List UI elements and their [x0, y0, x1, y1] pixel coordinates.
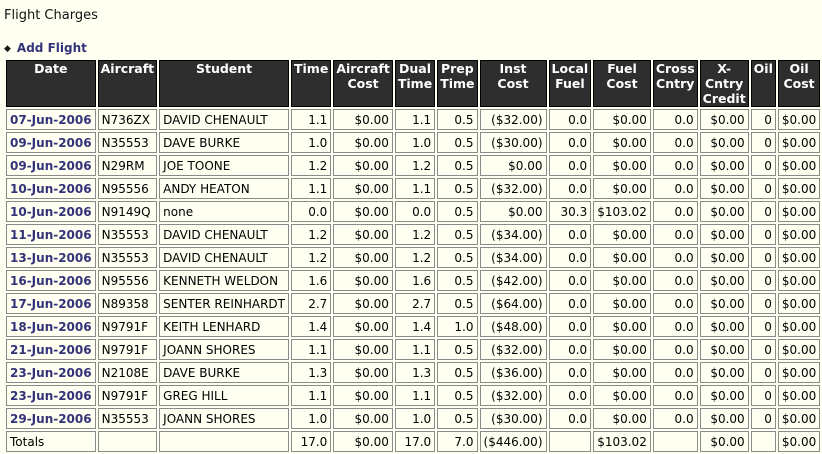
cell-date [6, 385, 96, 406]
totals-local-fuel [549, 431, 592, 452]
table-row [6, 178, 820, 199]
cell-aircraft-cost: $0.00 [333, 109, 393, 130]
cell-oil-cost: $0.00 [778, 408, 820, 429]
cell-date [6, 109, 96, 130]
cell-date [6, 247, 96, 268]
cell-time: 1.0 [291, 408, 331, 429]
cell-xcntry-credit: $0.00 [700, 178, 749, 199]
date-link[interactable]: 11-Jun-2006 [10, 227, 92, 242]
totals-time: 17.0 [291, 431, 331, 452]
cell-prep-time: 0.5 [437, 408, 477, 429]
cell-date [6, 339, 96, 360]
cell-aircraft: N95556 [98, 178, 158, 199]
flight-charges-table [4, 58, 822, 454]
cell-prep-time: 1.0 [437, 316, 477, 337]
cell-student: ANDY HEATON [159, 178, 289, 199]
cell-student: DAVID CHENAULT [159, 109, 289, 130]
cell-time: 1.3 [291, 362, 331, 383]
cell-aircraft: N95556 [98, 270, 158, 291]
cell-oil-cost: $0.00 [778, 293, 820, 314]
cell-oil: 0 [751, 224, 776, 245]
cell-xcntry-credit: $0.00 [700, 201, 749, 222]
cell-aircraft: N9149Q [98, 201, 158, 222]
cell-date [6, 293, 96, 314]
cell-fuel-cost: $0.00 [593, 408, 651, 429]
cell-xcntry-credit: $0.00 [700, 408, 749, 429]
cell-dual-time: 1.3 [395, 362, 435, 383]
table-row [6, 201, 820, 222]
cell-prep-time: 0.5 [437, 339, 477, 360]
cell-aircraft-cost: $0.00 [333, 178, 393, 199]
cell-oil-cost: $0.00 [778, 224, 820, 245]
totals-dual-time: 17.0 [395, 431, 435, 452]
col-oil-cost-header: Oil Cost [778, 60, 820, 107]
cell-inst-cost: ($48.00) [480, 316, 547, 337]
cell-fuel-cost: $0.00 [593, 109, 651, 130]
cell-oil: 0 [751, 408, 776, 429]
col-prep-time-header: Prep Time [437, 60, 477, 107]
cell-inst-cost: ($42.00) [480, 270, 547, 291]
cell-prep-time: 0.5 [437, 247, 477, 268]
cell-inst-cost: ($34.00) [480, 224, 547, 245]
cell-fuel-cost: $103.02 [593, 201, 651, 222]
cell-oil: 0 [751, 201, 776, 222]
cell-time: 1.1 [291, 339, 331, 360]
cell-xcntry-credit: $0.00 [700, 293, 749, 314]
totals-prep-time: 7.0 [437, 431, 477, 452]
cell-oil-cost: $0.00 [778, 385, 820, 406]
cell-aircraft-cost: $0.00 [333, 293, 393, 314]
cell-xcntry-credit: $0.00 [700, 270, 749, 291]
cell-oil: 0 [751, 293, 776, 314]
cell-fuel-cost: $0.00 [593, 155, 651, 176]
cell-xcntry-credit: $0.00 [700, 155, 749, 176]
cell-oil: 0 [751, 178, 776, 199]
cell-oil: 0 [751, 132, 776, 153]
cell-cross-cntry: 0.0 [653, 247, 698, 268]
diamond-bullet-icon: ◆ [4, 44, 11, 54]
totals-label: Totals [6, 431, 96, 452]
cell-fuel-cost: $0.00 [593, 385, 651, 406]
date-link[interactable]: 23-Jun-2006 [10, 365, 92, 380]
cell-oil-cost: $0.00 [778, 339, 820, 360]
table-row [6, 362, 820, 383]
cell-inst-cost: ($32.00) [480, 109, 547, 130]
cell-aircraft-cost: $0.00 [333, 362, 393, 383]
cell-local-fuel: 0.0 [549, 270, 592, 291]
date-link[interactable]: 21-Jun-2006 [10, 342, 92, 357]
table-row [6, 293, 820, 314]
cell-aircraft: N29RM [98, 155, 158, 176]
cell-oil-cost: $0.00 [778, 155, 820, 176]
cell-student: KENNETH WELDON [159, 270, 289, 291]
cell-local-fuel: 30.3 [549, 201, 592, 222]
cell-oil: 0 [751, 385, 776, 406]
table-row [6, 247, 820, 268]
cell-xcntry-credit: $0.00 [700, 339, 749, 360]
cell-aircraft: N35553 [98, 247, 158, 268]
cell-date [6, 270, 96, 291]
cell-inst-cost: $0.00 [480, 155, 547, 176]
cell-local-fuel: 0.0 [549, 109, 592, 130]
cell-aircraft: N35553 [98, 408, 158, 429]
totals-inst-cost: ($446.00) [480, 431, 547, 452]
table-row [6, 109, 820, 130]
cell-fuel-cost: $0.00 [593, 247, 651, 268]
cell-inst-cost: ($30.00) [480, 408, 547, 429]
cell-aircraft: N89358 [98, 293, 158, 314]
date-link[interactable]: 13-Jun-2006 [10, 250, 92, 265]
cell-cross-cntry: 0.0 [653, 270, 698, 291]
cell-fuel-cost: $0.00 [593, 362, 651, 383]
cell-oil-cost: $0.00 [778, 178, 820, 199]
col-cross-cntry-header: Cross Cntry [653, 60, 698, 107]
cell-inst-cost: ($64.00) [480, 293, 547, 314]
cell-oil: 0 [751, 362, 776, 383]
cell-aircraft: N9791F [98, 385, 158, 406]
cell-date [6, 316, 96, 337]
col-time-header: Time [291, 60, 331, 107]
cell-date [6, 132, 96, 153]
cell-xcntry-credit: $0.00 [700, 362, 749, 383]
cell-aircraft: N35553 [98, 132, 158, 153]
cell-aircraft-cost: $0.00 [333, 408, 393, 429]
cell-prep-time: 0.5 [437, 201, 477, 222]
col-aircraft-cost-header: Aircraft Cost [333, 60, 393, 107]
cell-oil-cost: $0.00 [778, 132, 820, 153]
cell-date [6, 362, 96, 383]
date-link[interactable]: 29-Jun-2006 [10, 411, 92, 426]
cell-dual-time: 1.0 [395, 132, 435, 153]
cell-student: DAVE BURKE [159, 132, 289, 153]
cell-prep-time: 0.5 [437, 178, 477, 199]
cell-date [6, 201, 96, 222]
date-link[interactable]: 10-Jun-2006 [10, 181, 92, 196]
cell-local-fuel: 0.0 [549, 385, 592, 406]
cell-prep-time: 0.5 [437, 270, 477, 291]
cell-oil-cost: $0.00 [778, 201, 820, 222]
cell-inst-cost: ($36.00) [480, 362, 547, 383]
cell-local-fuel: 0.0 [549, 408, 592, 429]
cell-student: GREG HILL [159, 385, 289, 406]
cell-cross-cntry: 0.0 [653, 408, 698, 429]
cell-time: 1.0 [291, 132, 331, 153]
cell-fuel-cost: $0.00 [593, 316, 651, 337]
cell-cross-cntry: 0.0 [653, 362, 698, 383]
cell-time: 2.7 [291, 293, 331, 314]
cell-oil: 0 [751, 270, 776, 291]
cell-xcntry-credit: $0.00 [700, 224, 749, 245]
cell-aircraft-cost: $0.00 [333, 224, 393, 245]
date-link[interactable]: 10-Jun-2006 [10, 204, 92, 219]
col-xcntry-credit-header: X-Cntry Credit [700, 60, 749, 107]
table-row [6, 155, 820, 176]
cell-xcntry-credit: $0.00 [700, 109, 749, 130]
date-link[interactable]: 16-Jun-2006 [10, 273, 92, 288]
totals-oil-cost: $0.00 [778, 431, 820, 452]
cell-aircraft-cost: $0.00 [333, 316, 393, 337]
cell-fuel-cost: $0.00 [593, 339, 651, 360]
cell-date [6, 155, 96, 176]
cell-local-fuel: 0.0 [549, 316, 592, 337]
cell-oil: 0 [751, 155, 776, 176]
totals-fuel-cost: $103.02 [593, 431, 651, 452]
cell-aircraft: N35553 [98, 224, 158, 245]
cell-dual-time: 1.1 [395, 339, 435, 360]
totals-cell [159, 431, 289, 452]
table-body [6, 109, 820, 429]
cell-date [6, 178, 96, 199]
cell-xcntry-credit: $0.00 [700, 316, 749, 337]
cell-xcntry-credit: $0.00 [700, 247, 749, 268]
totals-oil [751, 431, 776, 452]
cell-date [6, 408, 96, 429]
cell-student: KEITH LENHARD [159, 316, 289, 337]
table-header-row [6, 60, 820, 107]
cell-inst-cost: $0.00 [480, 201, 547, 222]
cell-student: DAVE BURKE [159, 362, 289, 383]
cell-inst-cost: ($32.00) [480, 385, 547, 406]
cell-dual-time: 1.6 [395, 270, 435, 291]
cell-student: none [159, 201, 289, 222]
cell-oil: 0 [751, 316, 776, 337]
cell-aircraft-cost: $0.00 [333, 385, 393, 406]
cell-time: 1.2 [291, 247, 331, 268]
cell-dual-time: 1.1 [395, 109, 435, 130]
cell-cross-cntry: 0.0 [653, 178, 698, 199]
cell-cross-cntry: 0.0 [653, 109, 698, 130]
page-title: Flight Charges [4, 8, 98, 23]
cell-time: 1.2 [291, 155, 331, 176]
cell-cross-cntry: 0.0 [653, 316, 698, 337]
table-row [6, 316, 820, 337]
cell-cross-cntry: 0.0 [653, 155, 698, 176]
cell-student: JOE TOONE [159, 155, 289, 176]
cell-aircraft-cost: $0.00 [333, 132, 393, 153]
cell-fuel-cost: $0.00 [593, 293, 651, 314]
cell-cross-cntry: 0.0 [653, 132, 698, 153]
cell-fuel-cost: $0.00 [593, 270, 651, 291]
cell-dual-time: 1.2 [395, 224, 435, 245]
col-student-header: Student [159, 60, 289, 107]
table-row [6, 132, 820, 153]
cell-cross-cntry: 0.0 [653, 293, 698, 314]
date-link[interactable]: 07-Jun-2006 [10, 112, 92, 127]
col-local-fuel-header: Local Fuel [549, 60, 592, 107]
table-row [6, 408, 820, 429]
cell-aircraft: N9791F [98, 339, 158, 360]
add-flight-link[interactable]: Add Flight [16, 41, 87, 55]
cell-dual-time: 1.2 [395, 247, 435, 268]
cell-aircraft-cost: $0.00 [333, 155, 393, 176]
col-inst-cost-header: Inst Cost [480, 60, 547, 107]
date-link[interactable]: 09-Jun-2006 [10, 135, 92, 150]
cell-inst-cost: ($32.00) [480, 178, 547, 199]
date-link[interactable]: 17-Jun-2006 [10, 296, 92, 311]
cell-local-fuel: 0.0 [549, 293, 592, 314]
cell-prep-time: 0.5 [437, 293, 477, 314]
cell-oil: 0 [751, 339, 776, 360]
cell-local-fuel: 0.0 [549, 224, 592, 245]
cell-local-fuel: 0.0 [549, 155, 592, 176]
col-date-header: Date [6, 60, 96, 107]
cell-dual-time: 2.7 [395, 293, 435, 314]
cell-fuel-cost: $0.00 [593, 132, 651, 153]
cell-aircraft-cost: $0.00 [333, 247, 393, 268]
cell-student: DAVID CHENAULT [159, 224, 289, 245]
totals-aircraft-cost: $0.00 [333, 431, 393, 452]
cell-oil: 0 [751, 109, 776, 130]
cell-time: 1.1 [291, 109, 331, 130]
cell-time: 1.4 [291, 316, 331, 337]
totals-xcntry-credit: $0.00 [700, 431, 749, 452]
cell-inst-cost: ($30.00) [480, 132, 547, 153]
cell-dual-time: 0.0 [395, 201, 435, 222]
cell-oil-cost: $0.00 [778, 247, 820, 268]
cell-date [6, 224, 96, 245]
cell-aircraft: N9791F [98, 316, 158, 337]
cell-cross-cntry: 0.0 [653, 201, 698, 222]
cell-oil-cost: $0.00 [778, 109, 820, 130]
cell-xcntry-credit: $0.00 [700, 132, 749, 153]
cell-student: JOANN SHORES [159, 339, 289, 360]
date-link[interactable]: 09-Jun-2006 [10, 158, 92, 173]
cell-prep-time: 0.5 [437, 155, 477, 176]
table-row [6, 339, 820, 360]
cell-dual-time: 1.2 [395, 155, 435, 176]
cell-cross-cntry: 0.0 [653, 385, 698, 406]
cell-student: JOANN SHORES [159, 408, 289, 429]
col-aircraft-header: Aircraft [98, 60, 158, 107]
cell-xcntry-credit: $0.00 [700, 385, 749, 406]
cell-oil-cost: $0.00 [778, 316, 820, 337]
cell-student: SENTER REINHARDT [159, 293, 289, 314]
cell-dual-time: 1.1 [395, 385, 435, 406]
cell-prep-time: 0.5 [437, 224, 477, 245]
date-link[interactable]: 18-Jun-2006 [10, 319, 92, 334]
cell-oil: 0 [751, 247, 776, 268]
cell-aircraft-cost: $0.00 [333, 270, 393, 291]
table-row [6, 270, 820, 291]
cell-prep-time: 0.5 [437, 362, 477, 383]
cell-time: 1.1 [291, 178, 331, 199]
totals-cross-cntry [653, 431, 698, 452]
cell-time: 0.0 [291, 201, 331, 222]
cell-fuel-cost: $0.00 [593, 224, 651, 245]
cell-time: 1.6 [291, 270, 331, 291]
col-dual-time-header: Dual Time [395, 60, 435, 107]
cell-local-fuel: 0.0 [549, 132, 592, 153]
col-oil-header: Oil [751, 60, 776, 107]
cell-prep-time: 0.5 [437, 132, 477, 153]
cell-aircraft: N736ZX [98, 109, 158, 130]
cell-time: 1.1 [291, 385, 331, 406]
cell-prep-time: 0.5 [437, 109, 477, 130]
cell-dual-time: 1.4 [395, 316, 435, 337]
cell-local-fuel: 0.0 [549, 339, 592, 360]
cell-fuel-cost: $0.00 [593, 178, 651, 199]
cell-inst-cost: ($34.00) [480, 247, 547, 268]
cell-cross-cntry: 0.0 [653, 224, 698, 245]
table-row [6, 385, 820, 406]
cell-cross-cntry: 0.0 [653, 339, 698, 360]
totals-cell [98, 431, 158, 452]
cell-inst-cost: ($32.00) [480, 339, 547, 360]
col-fuel-cost-header: Fuel Cost [593, 60, 651, 107]
cell-student: DAVID CHENAULT [159, 247, 289, 268]
cell-local-fuel: 0.0 [549, 247, 592, 268]
cell-dual-time: 1.0 [395, 408, 435, 429]
cell-oil-cost: $0.00 [778, 270, 820, 291]
cell-time: 1.2 [291, 224, 331, 245]
cell-aircraft-cost: $0.00 [333, 201, 393, 222]
cell-local-fuel: 0.0 [549, 362, 592, 383]
totals-row [6, 431, 820, 452]
cell-dual-time: 1.1 [395, 178, 435, 199]
add-flight-action [4, 41, 87, 55]
cell-oil-cost: $0.00 [778, 362, 820, 383]
cell-local-fuel: 0.0 [549, 178, 592, 199]
cell-aircraft: N2108E [98, 362, 158, 383]
table-row [6, 224, 820, 245]
cell-aircraft-cost: $0.00 [333, 339, 393, 360]
date-link[interactable]: 23-Jun-2006 [10, 388, 92, 403]
cell-prep-time: 0.5 [437, 385, 477, 406]
